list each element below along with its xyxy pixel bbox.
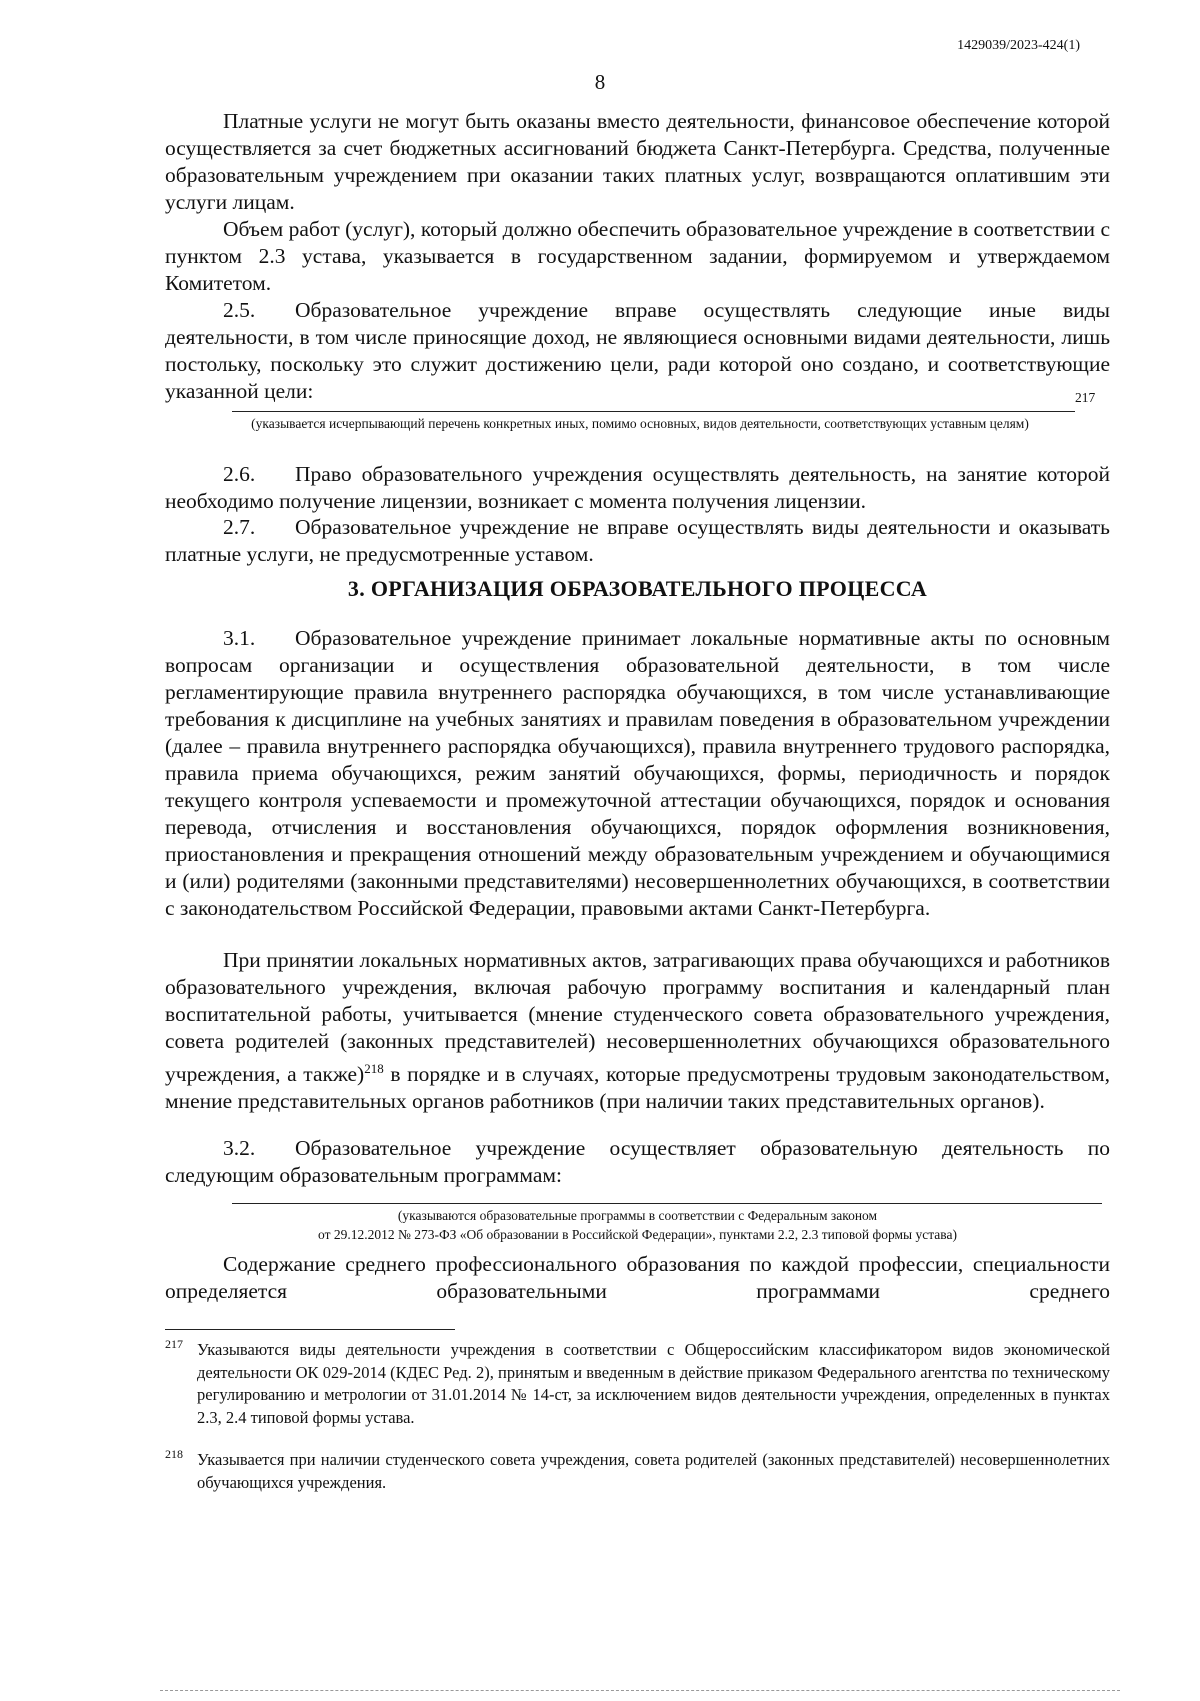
fill-in-caption-line-1: (указываются образовательные программы в соответствии с Федеральным законом	[397, 1208, 878, 1223]
footnote-218	[165, 1449, 1110, 1494]
footnote-mark: 217	[165, 1337, 183, 1351]
footnote-mark: 218	[165, 1447, 183, 1461]
clause-text: Образовательное учреждение не вправе осуществлять виды деятельности и оказывать платные услуги, не предусмотренные уставом.	[165, 515, 1110, 566]
footnote-text: Указывается при наличии студенческого совета учреждения, совета родителей (законных представителей) несовершеннолетних обучающихся учреждения.	[197, 1450, 1110, 1492]
fill-in-caption: (указывается исчерпывающий перечень конкретных иных, помимо основных, видов деятельности, соответствующих уставным целям)	[251, 416, 1029, 431]
paragraph-2-5	[165, 297, 1110, 405]
clause-number: 2.7.	[223, 515, 256, 539]
paragraph-spo-content: Содержание среднего профессионального образования по каждой профессии, специальности определяется образовательными программами среднего	[165, 1252, 1110, 1303]
clause-number: 3.2.	[223, 1136, 256, 1160]
paragraph-3-1	[165, 625, 1110, 922]
paragraph-2-7	[165, 514, 1110, 568]
paragraph-2-6	[165, 461, 1110, 515]
paragraph-volume-of-work: Объем работ (услуг), который должно обеспечить образовательное учреждение в соответствии с пунктом 2.3 устава, указывается в государственном задании, формируемом и утверждаемом Комитетом.	[165, 217, 1110, 295]
registration-number: 1429039/2023-424(1)	[957, 38, 1080, 53]
section-heading: 3. ОРГАНИЗАЦИЯ ОБРАЗОВАТЕЛЬНОГО ПРОЦЕССА	[347, 576, 928, 601]
paragraph-text: При принятии локальных нормативных актов, затрагивающих права обучающихся и работников образовательного учреждения, включая рабочую программу воспитания и календарный план воспитательной работы, учитывается (мнение студенческого совета образовательного учреждения, совета родителей (законных представителей) несовершеннолетних обучающихся образовательного учреждения, а также)	[165, 948, 1110, 1087]
clause-number: 2.6.	[223, 462, 256, 486]
paragraph-text-cont: в порядке и в случаях, которые предусмотрены трудовым законодательством, мнение представительных органов работников (при наличии таких представительных органов).	[165, 1062, 1110, 1114]
scan-edge-artifact	[160, 1690, 1120, 1697]
paragraph-3-2	[165, 1135, 1110, 1189]
clause-text: Право образовательного учреждения осуществлять деятельность, на занятие которой необходимо получение лицензии, возникает с момента получения лицензии.	[165, 462, 1110, 513]
fill-in-line	[232, 1203, 1102, 1204]
footnote-ref-217: 217	[1075, 390, 1096, 405]
clause-number: 3.1.	[223, 626, 256, 650]
fill-in-caption-line-2: от 29.12.2012 № 273-ФЗ «Об образовании в Российской Федерации», пунктами 2.2, 2.3 типовой формы устава)	[318, 1227, 957, 1242]
paragraph-local-acts	[165, 947, 1110, 1115]
footnote-217	[165, 1339, 1110, 1429]
paragraph-paid-services: Платные услуги не могут быть оказаны вместо деятельности, финансовое обеспечение которой осуществляется за счет бюджетных ассигнований бюджета Санкт-Петербурга. Средства, полученные образовательным учреждением при оказании таких платных услуг, возвращаются оплатившим эти услуги лицам.	[165, 109, 1110, 214]
clause-number: 2.5.	[223, 298, 256, 322]
footnote-text: Указываются виды деятельности учреждения в соответствии с Общероссийским классификатором видов экономической деятельности ОК 029-2014 (КДЕС Ред. 2), принятым и введенным в действие приказом Федерального агентства по техническому регулированию и метрологии от 31.01.2014 № 14-ст, за исключением видов деятельности учреждения, определенных в пунктах 2.3, 2.4 типовой формы устава.	[197, 1340, 1110, 1427]
page-number: 8	[594, 70, 606, 94]
clause-text: Образовательное учреждение принимает локальные нормативные акты по основным вопросам организации и осуществления образовательной деятельности, в том числе регламентирующие правила внутреннего распорядка обучающихся, в том числе устанавливающие требования к дисциплине на учебных занятиях и правилам поведения в образовательном учреждении (далее – правила внутреннего распорядка обучающихся), правила внутреннего трудового распорядка, правила приема обучающихся, режим занятий обучающихся, формы, периодичность и порядок текущего контроля успеваемости и промежуточной аттестации обучающихся, порядок и основания перевода, отчисления и восстановления обучающихся, порядок оформления возникновения, приостановления и прекращения отношений между образовательным учреждением и обучающимися и (или) родителями (законными представителями) несовершеннолетних обучающихся, в соответствии с законодательством Российской Федерации, правовыми актами Санкт-Петербурга.	[165, 626, 1110, 920]
clause-text: Образовательное учреждение вправе осуществлять следующие иные виды деятельности, в том числе приносящие доход, не являющиеся основными видами деятельности, лишь постольку, поскольку это служит достижению цели, ради которой оно создано, и соответствующие указанной цели:	[165, 298, 1110, 403]
footnote-separator	[165, 1329, 455, 1330]
footnote-ref-218: 218	[364, 1061, 384, 1076]
fill-in-line	[232, 411, 1075, 412]
clause-text: Образовательное учреждение осуществляет образовательную деятельность по следующим образовательным программам:	[165, 1136, 1110, 1187]
